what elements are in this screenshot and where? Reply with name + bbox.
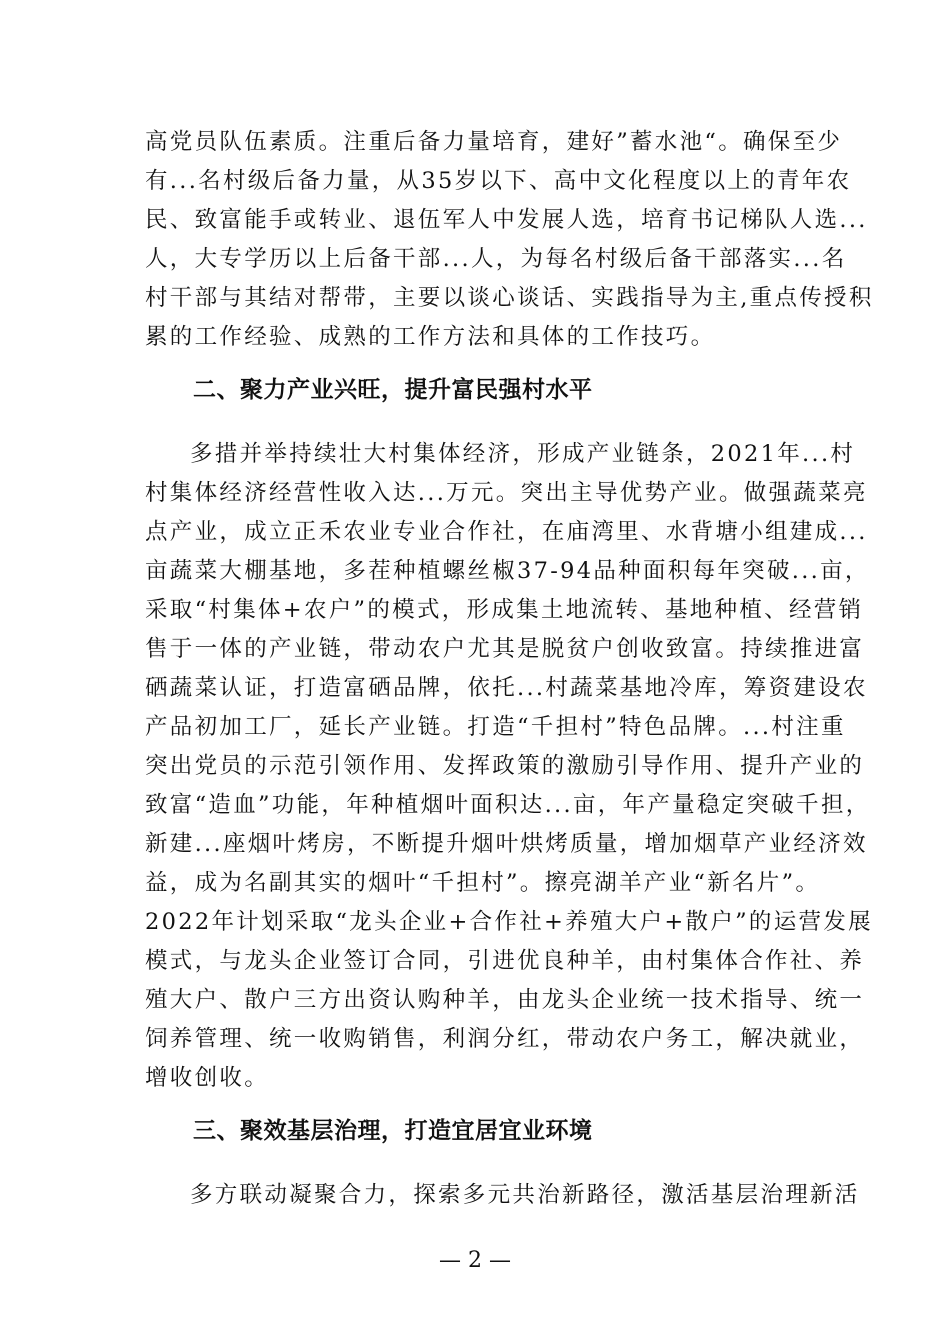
paragraph-line: 多方联动凝聚合力，探索多元共治新路径，激活基层治理新活	[190, 1182, 860, 1208]
paragraph-line: 多措并举持续壮大村集体经济，形成产业链条，2021年...村	[190, 441, 856, 467]
paragraph-line: 殖大户、散户三方出资认购种羊，由龙头企业统一技术指导、统一	[145, 987, 865, 1013]
paragraph-line: 人，大专学历以上后备干部...人，为每名村级后备干部落实...名	[145, 246, 847, 272]
page-number: — 2 —	[439, 1248, 511, 1273]
paragraph-line: 致富“造血”功能，年种植烟叶面积达...亩，年产量稳定突破千担，	[145, 792, 871, 818]
paragraph-line: 有...名村级后备力量，从35岁以下、高中文化程度以上的青年农	[145, 168, 852, 194]
section-heading-3: 三、聚效基层治理，打造宜居宜业环境	[193, 1118, 593, 1144]
paragraph-line: 2022年计划采取“龙头企业+合作社+养殖大户+散户”的运营发展	[145, 909, 873, 935]
paragraph-line: 增收创收。	[145, 1065, 270, 1091]
paragraph-line: 采取“村集体+农户”的模式，形成集土地流转、基地种植、经营销	[145, 597, 864, 623]
paragraph-line: 村干部与其结对帮带，主要以谈心谈话、实践指导为主,重点传授积	[145, 285, 874, 311]
paragraph-line: 模式，与龙头企业签订合同，引进优良种羊，由村集体合作社、养	[145, 948, 865, 974]
paragraph-line: 硒蔬菜认证，打造富硒品牌，依托...村蔬菜基地冷库，筹资建设农	[145, 675, 868, 701]
paragraph-line: 售于一体的产业链，带动农户尤其是脱贫户创收致富。持续推进富	[145, 636, 865, 662]
paragraph-line: 新建...座烟叶烤房，不断提升烟叶烘烤质量，增加烟草产业经济效	[145, 831, 868, 857]
paragraph-line: 益，成为名副其实的烟叶“千担村”。擦亮湖羊产业“新名片”。	[145, 870, 821, 896]
paragraph-line: 亩蔬菜大棚基地，多茬种植螺丝椒37-94品种面积每年突破...亩，	[145, 558, 870, 584]
paragraph-line: 高党员队伍素质。注重后备力量培育，建好”蓄水池“。确保至少	[145, 129, 843, 155]
paragraph-line: 民、致富能手或转业、退伍军人中发展人选，培育书记梯队人选...	[145, 207, 868, 233]
paragraph-line: 点产业，成立正禾农业专业合作社，在庙湾里、水背塘小组建成...	[145, 519, 868, 545]
paragraph-line: 突出党员的示范引领作用、发挥政策的激励引导作用、提升产业的	[145, 753, 865, 779]
paragraph-line: 饲养管理、统一收购销售，利润分红，带动农户务工，解决就业，	[145, 1026, 865, 1052]
paragraph-line: 累的工作经验、成熟的工作方法和具体的工作技巧。	[145, 324, 716, 350]
paragraph-line: 产品初加工厂，延长产业链。打造“千担村”特色品牌。...村注重	[145, 714, 846, 740]
section-heading-2: 二、聚力产业兴旺，提升富民强村水平	[193, 377, 593, 403]
paragraph-line: 村集体经济经营性收入达...万元。突出主导优势产业。做强蔬菜亮	[145, 480, 868, 506]
